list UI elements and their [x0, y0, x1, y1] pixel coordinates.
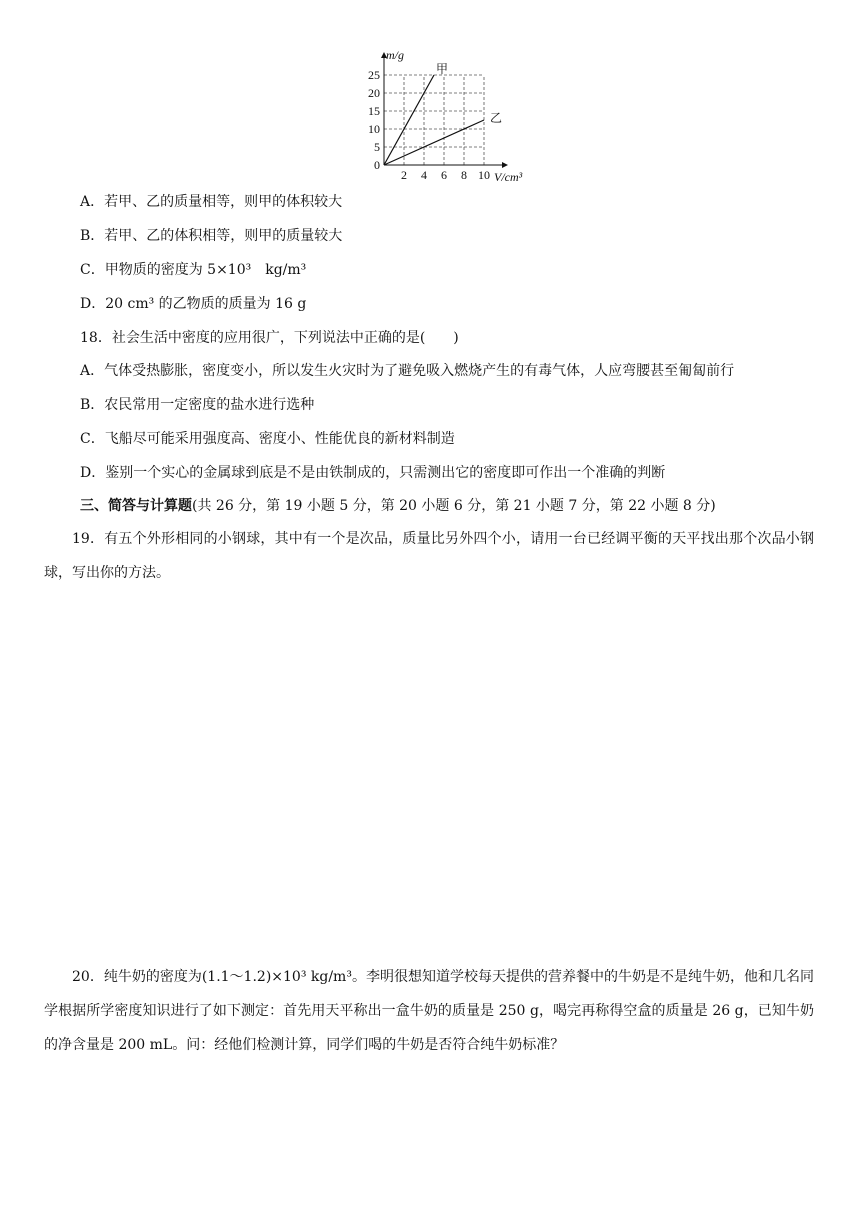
series-label-1: 乙 — [490, 111, 503, 125]
q17-option-a: A．若甲、乙的质量相等，则甲的体积较大 — [80, 194, 343, 210]
q18-option-b: B．农民常用一定密度的盐水进行选种 — [80, 397, 315, 413]
y-axis-label: m/g — [386, 50, 404, 62]
x-tick-label: 6 — [441, 168, 447, 182]
q19-text: 19．有五个外形相同的小钢球，其中有一个是次品，质量比另外四个小，请用一台已经调平衡的天平找出那个次品小钢球，写出你的方法。 — [44, 531, 814, 581]
x-axis-arrow — [502, 162, 508, 168]
y-tick-label: 15 — [368, 104, 380, 118]
series-label-0: 甲 — [436, 62, 449, 76]
x-tick-label: 8 — [461, 168, 467, 182]
chart-grid — [384, 75, 484, 165]
y-tick-label: 5 — [374, 140, 380, 154]
q18-option-a: A．气体受热膨胀，密度变小，所以发生火灾时为了避免吸入燃烧产生的有毒气体，人应弯腰甚至匍匐前行 — [80, 363, 735, 379]
section-score-note: (共 26 分，第 19 小题 5 分，第 20 小题 6 分，第 21 小题 7 分，第 22 小题 8 分) — [192, 498, 716, 514]
q17-option-d: D．20 cm³ 的乙物质的质量为 16 g — [80, 296, 307, 312]
q17-option-c: C．甲物质的密度为 5×10³ kg/m³ — [80, 262, 307, 278]
q20-text: 20．纯牛奶的密度为(1.1～1.2)×10³ kg/m³。李明很想知道学校每天提供的营养餐中的牛奶是不是纯牛奶，他和几名同学根据所学密度知识进行了如下测定：首先用天平称出一盒牛奶的质量是 250 g，喝完再称得空盒的质量是 26 g，已知牛奶的净含量是 200 mL。问：经他们检测计算，同学们喝的牛奶是否符合纯牛奶标准？ — [44, 969, 814, 1053]
series-line-0 — [384, 75, 434, 165]
q18-option-d: D．鉴别一个实心的金属球到底是不是由铁制成的，只需测出它的密度即可作出一个准确的判断 — [80, 465, 666, 481]
x-axis-label: V/cm³ — [494, 170, 523, 182]
series-line-1 — [384, 120, 484, 165]
y-tick-label: 10 — [368, 122, 380, 136]
origin-label: 0 — [374, 158, 380, 172]
x-tick-label: 10 — [478, 168, 490, 182]
y-tick-label: 25 — [368, 68, 380, 82]
q18-option-c: C．飞船尽可能采用强度高、密度小、性能优良的新材料制造 — [80, 431, 455, 447]
section-title: 三、简答与计算题 — [80, 498, 192, 514]
q17-option-b: B．若甲、乙的体积相等，则甲的质量较大 — [80, 228, 343, 244]
x-tick-label: 2 — [401, 168, 407, 182]
y-tick-label: 20 — [368, 86, 380, 100]
x-tick-label: 4 — [421, 168, 427, 182]
density-chart — [344, 50, 544, 182]
q18-stem: 18．社会生活中密度的应用很广，下列说法中正确的是( ) — [80, 330, 459, 346]
section-heading — [80, 496, 716, 516]
